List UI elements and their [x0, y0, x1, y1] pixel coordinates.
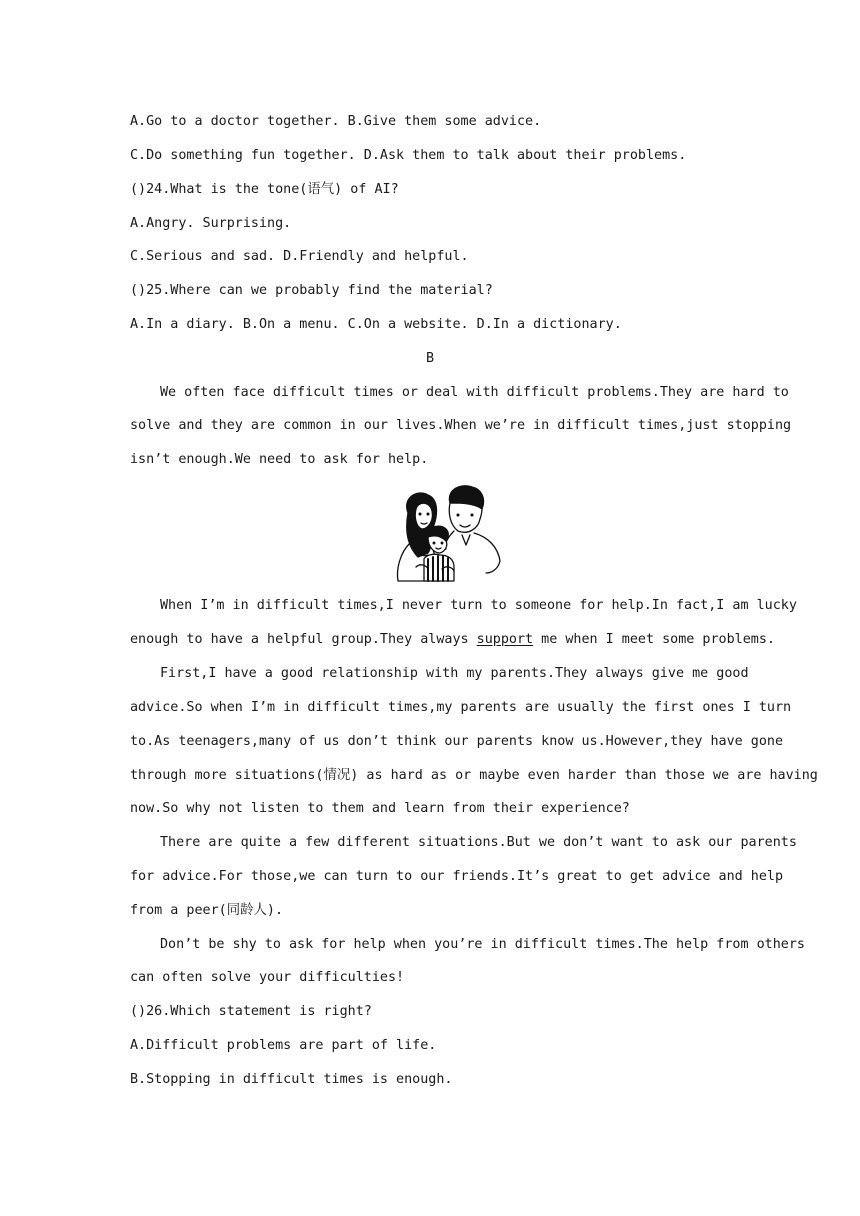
- section-heading: B: [425, 351, 435, 366]
- underlined-word: support: [476, 632, 534, 647]
- paragraph-line: can often solve your difficulties!: [130, 970, 405, 985]
- paragraph-line: from a peer(同龄人).: [130, 903, 284, 918]
- q26-option-a: A.Difficult problems are part of life.: [130, 1038, 437, 1053]
- paragraph-line: for advice.For those,we can turn to our friends.It’s great to get advice and help: [130, 869, 784, 884]
- q23-options-cd: C.Do something fun together. D.Ask them to talk about their problems.: [130, 148, 687, 163]
- q24-question: ()24.What is the tone(语气) of AI?: [130, 182, 399, 197]
- paragraph-line: We often face difficult times or deal with difficult problems.They are hard to: [160, 385, 789, 400]
- paragraph-line: When I’m in difficult times,I never turn to someone for help.In fact,I am lucky: [160, 598, 797, 613]
- paragraph-line: solve and they are common in our lives.When we’re in difficult times,just stopping: [130, 418, 792, 433]
- paragraph-line: There are quite a few different situations.But we don’t want to ask our parents: [160, 835, 797, 850]
- paragraph-text: me when I meet some problems.: [533, 632, 775, 647]
- paragraph-line: to.As teenagers,many of us don’t think our parents know us.However,they have gone: [130, 734, 784, 749]
- q24-options-ab: A.Angry. Surprising.: [130, 216, 292, 231]
- q26-question: ()26.Which statement is right?: [130, 1004, 372, 1019]
- paragraph-line: advice.So when I’m in difficult times,my parents are usually the first ones I turn: [130, 700, 792, 715]
- paragraph-line: isn’t enough.We need to ask for help.: [130, 452, 429, 467]
- q23-options-ab: A.Go to a doctor together. B.Give them some advice.: [130, 114, 542, 129]
- paragraph-text: enough to have a helpful group.They always: [130, 632, 477, 647]
- paragraph-line: through more situations(情况) as hard as or maybe even harder than those we are having: [130, 768, 818, 783]
- q25-question: ()25.Where can we probably find the material?: [130, 283, 493, 298]
- q24-options-cd: C.Serious and sad. D.Friendly and helpful.: [130, 249, 469, 264]
- q25-options: A.In a diary. B.On a menu. C.On a website. D.In a dictionary.: [130, 317, 622, 332]
- family-illustration: [388, 483, 506, 583]
- paragraph-line: now.So why not listen to them and learn from their experience?: [130, 801, 630, 816]
- q26-option-b: B.Stopping in difficult times is enough.: [130, 1072, 453, 1087]
- paragraph-line: [130, 631, 775, 649]
- paragraph-line: Don’t be shy to ask for help when you’re in difficult times.The help from others: [160, 937, 805, 952]
- paragraph-line: First,I have a good relationship with my parents.They always give me good: [160, 666, 749, 681]
